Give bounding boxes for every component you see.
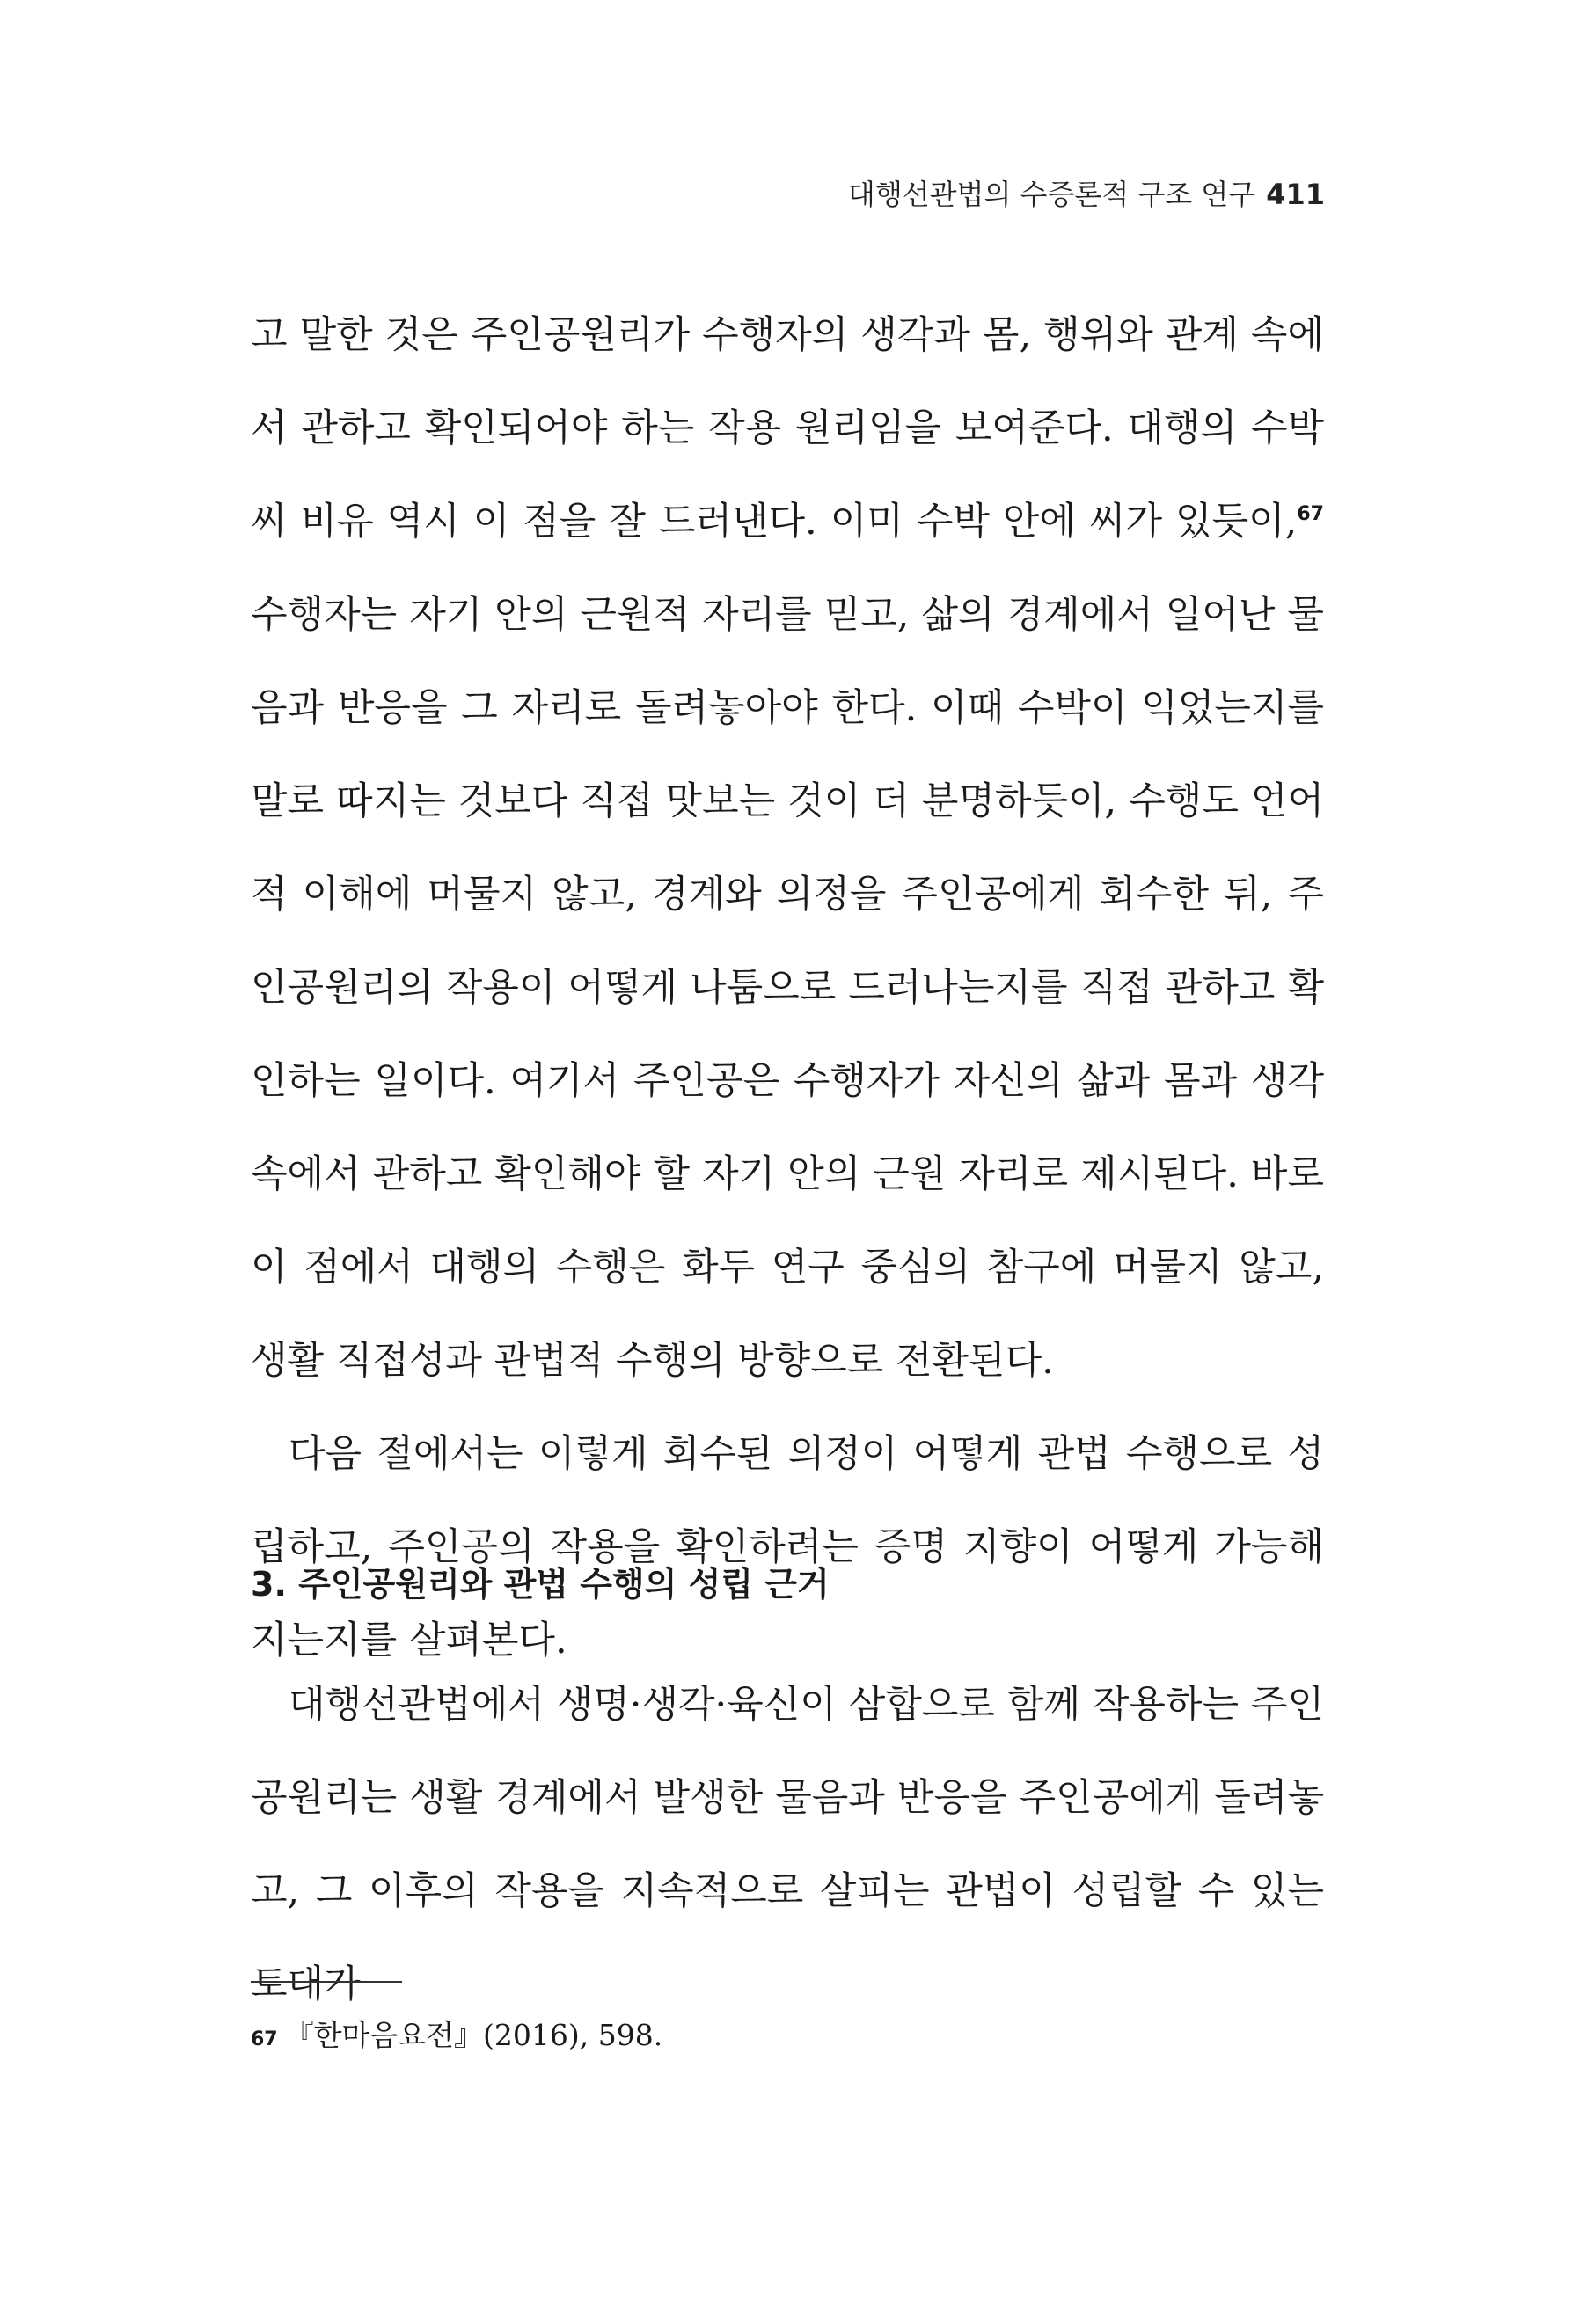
section-heading: 3. 주인공원리와 관법 수행의 성립 근거 <box>251 1565 830 1604</box>
page-number: 411 <box>1266 178 1325 211</box>
footnote-text: 『한마음요전』(2016), 598. <box>284 2018 663 2052</box>
paragraph-1 <box>251 289 1324 1407</box>
paragraph-1-text-b: 수행자는 자기 안의 근원적 자리를 믿고, 삶의 경계에서 일어난 물음과 반응을 그 자리로 돌려놓아야 한다. 이때 수박이 익었는지를 말로 따지는 것보다 직접 맛보는 것이 더 분명하듯이, 수행도 언어적 이해에 머물지 않고, 경계와 의정을 주인공에게 회수한 뒤, 주인공원리의 작용이 어떻게 나툼으로 드러나는지를 직접 관하고 확인하는 일이다. 여기서 주인공은 수행자가 자신의 삶과 몸과 생각 속에서 관하고 확인해야 할 자기 안의 근원 자리로 제시된다. 바로 이 점에서 대행의 수행은 화두 연구 중심의 참구에 머물지 않고, 생활 직접성과 관법적 수행의 방향으로 전환된다. <box>251 593 1324 1383</box>
section-body <box>251 1658 1324 2031</box>
body-text <box>251 289 1324 1687</box>
section-paragraph: 대행선관법에서 생명·생각·육신이 삼합으로 함께 작용하는 주인공원리는 생활 경계에서 발생한 물음과 반응을 주인공에게 돌려놓고, 그 이후의 작용을 지속적으로 살피는 관법이 성립할 수 있는 토대가 <box>251 1683 1324 2006</box>
running-head <box>848 172 1325 213</box>
footnote-number: 67 <box>251 2028 278 2050</box>
paragraph-1-text-a: 고 말한 것은 주인공원리가 수행자의 생각과 몸, 행위와 관계 속에서 관하고 확인되어야 하는 작용 원리임을 보여준다. 대행의 수박씨 비유 역시 이 점을 잘 드러낸다. 이미 수박 안에 씨가 있듯이, <box>251 313 1324 544</box>
footnote-reference[interactable]: 67 <box>1297 503 1324 525</box>
footnote <box>251 2013 662 2054</box>
footnote-rule <box>251 1981 402 1983</box>
running-title: 대행선관법의 수증론적 구조 연구 <box>847 178 1256 211</box>
paragraph-2: 다음 절에서는 이렇게 회수된 의정이 어떻게 관법 수행으로 성립하고, 주인공의 작용을 확인하려는 증명 지향이 어떻게 가능해지는지를 살펴본다. <box>251 1432 1324 1663</box>
